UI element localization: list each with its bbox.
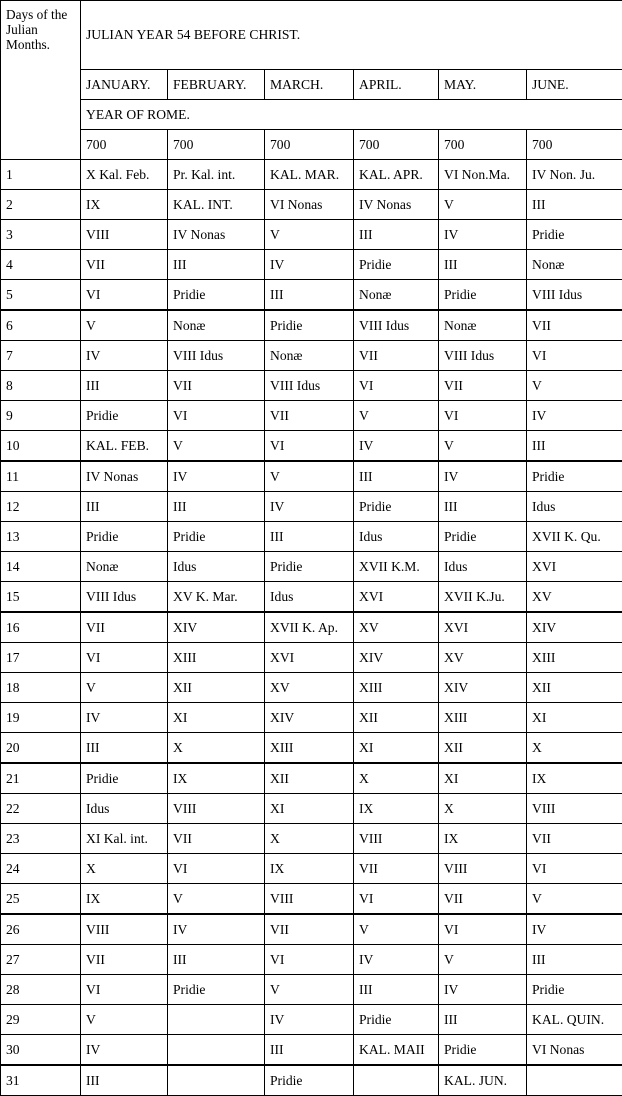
date-cell: XI Kal. int.: [81, 824, 168, 854]
year-cell: 700: [354, 130, 439, 160]
date-cell: IV: [265, 250, 354, 280]
date-cell: III: [439, 492, 527, 522]
date-cell: VIII: [439, 854, 527, 884]
day-number-cell: 20: [1, 733, 81, 764]
date-cell: Pridie: [81, 763, 168, 794]
date-cell: Pridie: [81, 401, 168, 431]
date-cell: XIII: [527, 643, 622, 673]
year-cell: 700: [81, 130, 168, 160]
date-cell: Pridie: [168, 975, 265, 1005]
date-cell: Pridie: [527, 975, 622, 1005]
date-cell: XIV: [168, 612, 265, 643]
date-cell: XVII K.Ju.: [439, 582, 527, 613]
date-cell: V: [265, 975, 354, 1005]
date-cell: VI: [265, 945, 354, 975]
day-number-cell: 3: [1, 220, 81, 250]
date-cell: VI Nonas: [527, 1035, 622, 1066]
date-cell: VIII Idus: [354, 310, 439, 341]
date-cell: V: [354, 914, 439, 945]
date-cell: IV: [265, 492, 354, 522]
date-cell: VIII Idus: [439, 341, 527, 371]
date-cell: [354, 1065, 439, 1096]
date-cell: VI: [81, 975, 168, 1005]
day-number-cell: 30: [1, 1035, 81, 1066]
date-cell: VII: [354, 854, 439, 884]
date-cell: Pridie: [439, 1035, 527, 1066]
date-cell: KAL. QUIN.: [527, 1005, 622, 1035]
date-cell: VI: [354, 884, 439, 915]
date-cell: XIII: [265, 733, 354, 764]
table-row: [1, 522, 622, 552]
date-cell: Pridie: [527, 461, 622, 492]
day-number-cell: 5: [1, 280, 81, 311]
date-cell: V: [265, 461, 354, 492]
date-cell: III: [168, 250, 265, 280]
day-number-cell: 14: [1, 552, 81, 582]
date-cell: V: [439, 431, 527, 462]
table-row: [1, 461, 622, 492]
date-cell: IV: [81, 703, 168, 733]
day-number-cell: 9: [1, 401, 81, 431]
date-cell: V: [439, 190, 527, 220]
date-cell: IV: [354, 431, 439, 462]
date-cell: III: [527, 431, 622, 462]
date-cell: VII: [439, 884, 527, 915]
day-number-cell: 28: [1, 975, 81, 1005]
date-cell: III: [439, 250, 527, 280]
table-row: [1, 431, 622, 462]
date-cell: VII: [81, 612, 168, 643]
date-cell: VIII Idus: [81, 582, 168, 613]
date-cell: VIII Idus: [265, 371, 354, 401]
date-cell: XIV: [439, 673, 527, 703]
date-cell: VI: [265, 431, 354, 462]
date-cell: X: [439, 794, 527, 824]
date-cell: Pridie: [439, 280, 527, 311]
date-cell: III: [81, 1065, 168, 1096]
table-row: [1, 643, 622, 673]
date-cell: XI: [265, 794, 354, 824]
day-number-cell: 4: [1, 250, 81, 280]
date-cell: VIII Idus: [527, 280, 622, 311]
date-cell: Nonæ: [265, 341, 354, 371]
date-cell: Pridie: [354, 492, 439, 522]
date-cell: X: [168, 733, 265, 764]
table-title: JULIAN YEAR 54 BEFORE CHRIST.: [81, 1, 622, 70]
table-row: [1, 975, 622, 1005]
date-cell: V: [354, 401, 439, 431]
table-row: [1, 220, 622, 250]
date-cell: VI: [81, 280, 168, 311]
title-row: [1, 1, 622, 70]
table-row: [1, 582, 622, 613]
table-row: [1, 250, 622, 280]
date-cell: V: [439, 945, 527, 975]
date-cell: XI: [527, 703, 622, 733]
date-cell: VII: [439, 371, 527, 401]
day-number-cell: 19: [1, 703, 81, 733]
date-cell: IV: [81, 341, 168, 371]
day-number-cell: 16: [1, 612, 81, 643]
date-cell: VI: [354, 371, 439, 401]
date-cell: III: [168, 492, 265, 522]
table-row: [1, 673, 622, 703]
year-cell: 700: [168, 130, 265, 160]
date-cell: VII: [527, 824, 622, 854]
date-cell: IX: [527, 763, 622, 794]
date-cell: [168, 1005, 265, 1035]
date-cell: XIV: [527, 612, 622, 643]
date-cell: VIII: [265, 884, 354, 915]
month-header-cell: FEBRUARY.: [168, 70, 265, 100]
date-cell: XIV: [354, 643, 439, 673]
year-cell: 700: [527, 130, 622, 160]
date-cell: Pr. Kal. int.: [168, 160, 265, 190]
date-cell: V: [527, 884, 622, 915]
date-cell: Idus: [527, 492, 622, 522]
date-cell: Nonæ: [81, 552, 168, 582]
date-cell: IV: [439, 220, 527, 250]
date-cell: IX: [265, 854, 354, 884]
date-cell: III: [265, 522, 354, 552]
date-cell: Pridie: [168, 280, 265, 311]
date-cell: XII: [354, 703, 439, 733]
date-cell: IV: [168, 461, 265, 492]
table-row: [1, 280, 622, 311]
date-cell: IV: [81, 1035, 168, 1066]
date-cell: KAL. MAII: [354, 1035, 439, 1066]
year-row: [1, 130, 622, 160]
date-cell: V: [265, 220, 354, 250]
date-cell: IV: [265, 1005, 354, 1035]
date-cell: Pridie: [81, 522, 168, 552]
date-cell: V: [81, 1005, 168, 1035]
year-of-rome-row: [1, 100, 622, 130]
day-number-cell: 31: [1, 1065, 81, 1096]
date-cell: Nonæ: [168, 310, 265, 341]
date-cell: XII: [439, 733, 527, 764]
date-cell: Idus: [81, 794, 168, 824]
date-cell: VI: [168, 854, 265, 884]
date-cell: VI: [527, 341, 622, 371]
date-cell: VII: [265, 401, 354, 431]
date-cell: XIII: [354, 673, 439, 703]
date-cell: X: [354, 763, 439, 794]
date-cell: III: [354, 461, 439, 492]
date-cell: Nonæ: [439, 310, 527, 341]
date-cell: VI: [527, 854, 622, 884]
day-number-cell: 22: [1, 794, 81, 824]
date-cell: Pridie: [439, 522, 527, 552]
day-number-cell: 27: [1, 945, 81, 975]
date-cell: X: [527, 733, 622, 764]
year-of-rome-label: YEAR OF ROME.: [81, 100, 622, 130]
date-cell: III: [527, 945, 622, 975]
table-row: [1, 703, 622, 733]
day-number-cell: 25: [1, 884, 81, 915]
date-cell: KAL. INT.: [168, 190, 265, 220]
day-number-cell: 21: [1, 763, 81, 794]
day-number-cell: 15: [1, 582, 81, 613]
date-cell: V: [527, 371, 622, 401]
date-cell: IX: [81, 884, 168, 915]
year-cell: 700: [265, 130, 354, 160]
date-cell: KAL. FEB.: [81, 431, 168, 462]
date-cell: V: [168, 431, 265, 462]
table-row: [1, 310, 622, 341]
date-cell: VIII: [527, 794, 622, 824]
day-number-cell: 10: [1, 431, 81, 462]
date-cell: VII: [265, 914, 354, 945]
day-number-cell: 1: [1, 160, 81, 190]
table-row: [1, 1005, 622, 1035]
table-row: [1, 763, 622, 794]
date-cell: IV: [527, 401, 622, 431]
date-cell: XVII K. Qu.: [527, 522, 622, 552]
date-cell: VIII Idus: [168, 341, 265, 371]
table-row: [1, 552, 622, 582]
month-header-row: [1, 70, 622, 100]
day-number-cell: 11: [1, 461, 81, 492]
date-cell: XII: [527, 673, 622, 703]
date-cell: Nonæ: [354, 280, 439, 311]
date-cell: IV Nonas: [168, 220, 265, 250]
date-cell: VI: [81, 643, 168, 673]
table-row: [1, 733, 622, 764]
date-cell: III: [354, 220, 439, 250]
date-cell: VIII: [81, 220, 168, 250]
date-cell: VII: [168, 824, 265, 854]
date-cell: XVI: [439, 612, 527, 643]
table-row: [1, 914, 622, 945]
day-number-cell: 6: [1, 310, 81, 341]
date-cell: XV: [354, 612, 439, 643]
table-row: [1, 794, 622, 824]
day-number-cell: 29: [1, 1005, 81, 1035]
date-cell: XIV: [265, 703, 354, 733]
month-header-cell: MARCH.: [265, 70, 354, 100]
date-cell: VI: [439, 401, 527, 431]
date-cell: VI Non.Ma.: [439, 160, 527, 190]
date-cell: Idus: [439, 552, 527, 582]
table-row: [1, 160, 622, 190]
date-cell: Pridie: [265, 310, 354, 341]
date-cell: VIII: [354, 824, 439, 854]
date-cell: VII: [527, 310, 622, 341]
date-cell: IV Non. Ju.: [527, 160, 622, 190]
date-cell: VI Nonas: [265, 190, 354, 220]
corner-label: Days of the Julian Months.: [1, 1, 81, 160]
date-cell: V: [81, 673, 168, 703]
date-cell: IV: [168, 914, 265, 945]
date-cell: XII: [168, 673, 265, 703]
day-number-cell: 24: [1, 854, 81, 884]
day-number-cell: 2: [1, 190, 81, 220]
date-cell: VIII: [81, 914, 168, 945]
date-cell: IV Nonas: [81, 461, 168, 492]
date-cell: XI: [439, 763, 527, 794]
date-cell: XV K. Mar.: [168, 582, 265, 613]
date-cell: VII: [354, 341, 439, 371]
date-cell: X: [265, 824, 354, 854]
month-header-cell: JANUARY.: [81, 70, 168, 100]
date-cell: XVI: [527, 552, 622, 582]
table-row: [1, 884, 622, 915]
year-cell: 700: [439, 130, 527, 160]
day-number-cell: 12: [1, 492, 81, 522]
date-cell: [168, 1035, 265, 1066]
date-cell: IX: [168, 763, 265, 794]
date-cell: VIII: [168, 794, 265, 824]
date-cell: XV: [527, 582, 622, 613]
date-cell: XI: [168, 703, 265, 733]
day-number-cell: 7: [1, 341, 81, 371]
date-cell: Idus: [168, 552, 265, 582]
table-row: [1, 1065, 622, 1096]
table-row: [1, 612, 622, 643]
date-cell: Pridie: [527, 220, 622, 250]
date-cell: XII: [265, 763, 354, 794]
date-cell: XV: [439, 643, 527, 673]
day-number-cell: 17: [1, 643, 81, 673]
date-cell: XVI: [265, 643, 354, 673]
date-cell: IV: [527, 914, 622, 945]
month-header-cell: APRIL.: [354, 70, 439, 100]
date-cell: X Kal. Feb.: [81, 160, 168, 190]
date-cell: [168, 1065, 265, 1096]
date-cell: III: [168, 945, 265, 975]
date-cell: X: [81, 854, 168, 884]
date-cell: III: [439, 1005, 527, 1035]
table-row: [1, 341, 622, 371]
date-cell: Pridie: [354, 250, 439, 280]
date-cell: XIII: [439, 703, 527, 733]
date-cell: IX: [354, 794, 439, 824]
table-row: [1, 945, 622, 975]
date-cell: IV Nonas: [354, 190, 439, 220]
table-row: [1, 824, 622, 854]
date-cell: XVII K. Ap.: [265, 612, 354, 643]
date-cell: Idus: [354, 522, 439, 552]
date-cell: XV: [265, 673, 354, 703]
date-cell: III: [265, 280, 354, 311]
date-cell: V: [81, 310, 168, 341]
date-cell: Nonæ: [527, 250, 622, 280]
date-cell: III: [81, 371, 168, 401]
date-cell: [527, 1065, 622, 1096]
day-number-cell: 23: [1, 824, 81, 854]
table-row: [1, 371, 622, 401]
date-cell: IV: [439, 461, 527, 492]
date-cell: III: [527, 190, 622, 220]
date-cell: VII: [168, 371, 265, 401]
date-cell: IX: [81, 190, 168, 220]
date-cell: III: [81, 733, 168, 764]
date-cell: V: [168, 884, 265, 915]
date-cell: IX: [439, 824, 527, 854]
table-row: [1, 190, 622, 220]
date-cell: KAL. JUN.: [439, 1065, 527, 1096]
date-cell: Pridie: [265, 552, 354, 582]
date-cell: VI: [168, 401, 265, 431]
date-cell: IV: [354, 945, 439, 975]
date-cell: VII: [81, 945, 168, 975]
date-cell: XIII: [168, 643, 265, 673]
table-row: [1, 854, 622, 884]
date-cell: Pridie: [265, 1065, 354, 1096]
date-cell: XI: [354, 733, 439, 764]
date-cell: XVI: [354, 582, 439, 613]
month-header-cell: MAY.: [439, 70, 527, 100]
date-cell: Idus: [265, 582, 354, 613]
month-header-cell: JUNE.: [527, 70, 622, 100]
day-number-cell: 13: [1, 522, 81, 552]
day-number-cell: 18: [1, 673, 81, 703]
table-row: [1, 1035, 622, 1066]
date-cell: IV: [439, 975, 527, 1005]
day-number-cell: 26: [1, 914, 81, 945]
date-cell: Pridie: [354, 1005, 439, 1035]
date-cell: Pridie: [168, 522, 265, 552]
date-cell: KAL. APR.: [354, 160, 439, 190]
table-row: [1, 401, 622, 431]
day-number-cell: 8: [1, 371, 81, 401]
date-cell: XVII K.M.: [354, 552, 439, 582]
date-cell: III: [81, 492, 168, 522]
date-cell: III: [354, 975, 439, 1005]
date-cell: VI: [439, 914, 527, 945]
date-cell: III: [265, 1035, 354, 1066]
date-cell: VII: [81, 250, 168, 280]
table-row: [1, 492, 622, 522]
date-cell: KAL. MAR.: [265, 160, 354, 190]
